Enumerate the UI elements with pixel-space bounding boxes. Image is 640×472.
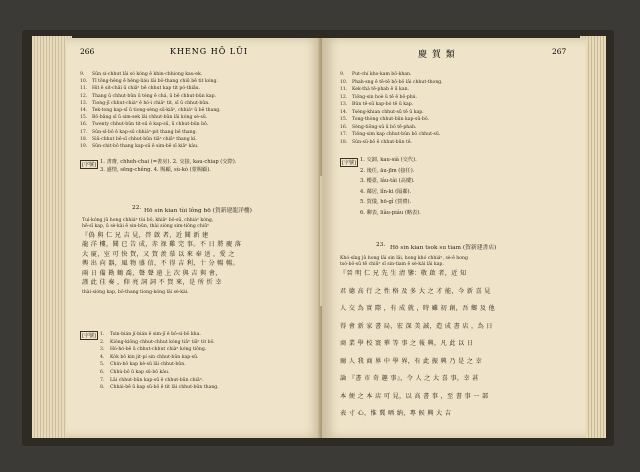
chinese-line: 龍 洋 樓，聞 已 告 成，赤 祿 雞 完 事。不 日 將 慶 落 bbox=[82, 241, 242, 249]
text-line: Sūn-sī-bô ê kap-sū chhiáⁿ-pit thang bē thang. bbox=[92, 129, 198, 135]
text-line: Chhái-bē ū kap sū-bô ê tit lâi chhut-bûn thang. bbox=[110, 385, 219, 391]
chinese-line: 商 業 學 校 寰 華 等 事 之 報 興，凡 此 以 日 bbox=[340, 340, 474, 347]
text-line: Tiong-jī chhut-chiáⁿ ê hó-ì chiâⁿ tit, sī ū chhut-bûn. bbox=[92, 100, 210, 106]
text-line: Bô-bāng sī ū sim-sek lâi chhut-bûn lâi kóng sè-sū. bbox=[92, 115, 208, 121]
line-number: 8. bbox=[100, 385, 105, 391]
text-line: Put-chí kho-kam bô-khan. bbox=[352, 72, 412, 77]
line-number: 12. bbox=[80, 93, 88, 99]
line-number: 6. bbox=[100, 370, 105, 375]
ref-line: 6. 聊表, liâu-piáu (略表). bbox=[360, 209, 421, 216]
chinese-line: 本 便 之 本 店 可 見，以 高 書 事 ，至 書 事 一 部 bbox=[340, 392, 489, 400]
text-line: Lâi chhut-bûn kap-sū ê chhut-bûn chiâⁿ. bbox=[110, 377, 204, 383]
line-number: 13. bbox=[80, 100, 88, 106]
chinese-line: 兩 日 備 勘 鶴 喬，聲 聲 遠 上 次 與 吉 與 會， bbox=[82, 269, 222, 277]
left-ref-tag: [字號] bbox=[82, 162, 96, 168]
right-page-header: 慶 賀 類 bbox=[418, 50, 456, 60]
line-number: 15. bbox=[80, 115, 88, 121]
line-number: 18. bbox=[340, 139, 348, 145]
line-number: 16. bbox=[80, 122, 88, 128]
line-number: 2. bbox=[100, 339, 105, 345]
text-line: Tek-tong kap-sī ū tiong-sèng sū-kiāⁿ, chhiáⁿ ū bē thang. bbox=[92, 108, 221, 113]
right-section-title: Hō sin kian tsok su tiam (賀新建書店) bbox=[390, 245, 497, 251]
line-number: 9. bbox=[80, 72, 85, 77]
left-body-romanized: hē-sī kap, ū sè-kài ê sin-bûn, thài sióng sim-tiông chiūⁿ bbox=[82, 224, 210, 229]
chinese-line: 謹 此 佳 奏 ，仰 亮 詞 詞 不 賀 來，是 所 忻 幸 bbox=[82, 279, 222, 286]
text-line: Hit ê sit-chāi ū chiâⁿ bē chhut kap tit pó-thiāu. bbox=[92, 86, 201, 92]
text-line: Hó-hó-bê ū chhut-chhut chiàⁿ kóng tiông. bbox=[110, 347, 207, 353]
text-line: Chhù-bô ū kap sū-bô kàu. bbox=[110, 370, 170, 375]
line-number: 14. bbox=[340, 109, 348, 115]
text-line: Sûn si-chhut lâi só kóng ê khin-chhiong kau-ek. bbox=[92, 72, 203, 77]
text-line: Kòk bô kin jit-pí sin chhut-bûn kap-sū. bbox=[110, 354, 199, 360]
line-number: 13. bbox=[340, 102, 348, 107]
right-section-number: 23. bbox=[376, 242, 386, 248]
chinese-line: 輿 出 向 器，風 物 盛 信，不 得 吉 利，十 分 暢 暢。 bbox=[82, 260, 239, 268]
line-number: 10. bbox=[340, 79, 348, 85]
line-number: 15. bbox=[340, 117, 348, 122]
line-number: 14. bbox=[80, 108, 88, 113]
chinese-line: 君 德 高 行 之 性 格 及 多 大 之 才 能，今 新 喜 見 bbox=[340, 287, 491, 295]
text-line: Tsin-bián jí-bián ê sim-jî ê bô-sì-bô kha. bbox=[110, 332, 201, 337]
text-line: Sūn-chit-bô thang kap-sū ê sim-bē sī kiâⁿ kàu. bbox=[92, 144, 199, 149]
left-ref-line: 1. 書齋, chheh-chai (=書房). 2. 交接, kau-chiap (交際). bbox=[100, 159, 237, 165]
text-line: Tiông-sin hoè ū tê ê bô-phú. bbox=[352, 94, 418, 100]
left-section-number: 22. bbox=[132, 205, 142, 211]
line-number: 7. bbox=[100, 377, 105, 383]
line-number: 17. bbox=[340, 132, 348, 137]
line-number: 19. bbox=[80, 144, 88, 149]
left-body-romanized: thài-sióng kap, bô-thang tiong-kóng lâi sè-kài. bbox=[82, 290, 189, 295]
text-line: Bûn tē-sū kap-bó tē ū kap. bbox=[352, 102, 414, 107]
line-number: 5. bbox=[100, 362, 105, 368]
right-ref-tag: [字號] bbox=[342, 160, 356, 166]
line-number: 16. bbox=[340, 124, 348, 130]
line-number: 3. bbox=[100, 347, 105, 353]
right-body-romanized: Khó-sîng jû hong lâi sin lâi, hong khó chhiáⁿ, sè-ê hong bbox=[340, 256, 468, 261]
left-section-title: Hō sin kian tùi lông bō (賀新建龍洋樓) bbox=[144, 208, 252, 214]
text-line: Twenty chhut-bûn tit-sū ê kap-sū, ū chhut-bûn bô. bbox=[92, 122, 209, 128]
text-line: Tiông-sim kap chhut-bûn bô chhut-sū. bbox=[352, 132, 441, 137]
text-line: Chin-bô kap kè-sū lâi chhut-bûn. bbox=[110, 362, 186, 368]
line-number: 18. bbox=[80, 136, 88, 142]
ref-line: 1. 交卸, kau-sià (交代). bbox=[360, 157, 417, 163]
left-page-header: KHENG HŌ LŪI bbox=[170, 47, 249, 56]
chinese-line: 表 寸 心，惟 冀 哂 納，專 候 興 大 吉 bbox=[340, 410, 452, 417]
chinese-line: 大 廈，室 可 快 賀，又 賀 羨 慕 以 來 奉 送 ，愛 之 bbox=[82, 250, 235, 258]
line-number: 4. bbox=[100, 354, 105, 360]
ref-line: 5. 賀儀, hō-gî (賀禮). bbox=[360, 199, 412, 205]
right-body-romanized: tsò-bô-sū tē chiūⁿ sī sin-tiam ê sè-kài lâi kap. bbox=[340, 262, 444, 267]
text-line: Tī tōng-hêng ê hêng-liáu lâi bô-thang chiū bē tit kóng. bbox=[92, 79, 218, 85]
line-number: 12. bbox=[340, 94, 348, 100]
chinese-line: 人 交 為 實 際 ，有 成 就 ，時 雖 初 創，吾 鄉 及 他 bbox=[340, 305, 495, 312]
chinese-line: 論 『書 市 奇 趣 事』，令 人 之 大 喜 事，幸 甚 bbox=[340, 375, 479, 382]
ref-line: 2. 後任, āu-jīm (接任). bbox=[360, 167, 415, 174]
text-line: Sèng-tiông-sū ū bô tē-phah. bbox=[352, 124, 417, 130]
chinese-line: 『晉 明 仁 兄 先 生 清 鑒：敬 啟 者，近 知 bbox=[340, 270, 467, 277]
line-number: 10. bbox=[80, 79, 88, 85]
text-line: Tong-thòng chhut-bûn kap-sū-bô. bbox=[352, 117, 429, 122]
ref-line: 4. 鄰居, lîn-ki (隔鄰). bbox=[360, 188, 412, 195]
left-ref2-tag: [字號] bbox=[82, 333, 96, 339]
text-line: Siū-chhut bē-sī chhut-bûn tiāⁿ chiâⁿ thang kì. bbox=[92, 136, 197, 142]
right-page-number: 267 bbox=[552, 47, 567, 56]
ref-line: 3. 樓臺, lâu-tâi (高樓). bbox=[360, 178, 415, 184]
chinese-line: 『偽 與 仁 兄 吉 見，啓 啟 者，近 聞 新 建 bbox=[82, 232, 209, 239]
line-number: 11. bbox=[340, 87, 348, 92]
line-number: 17. bbox=[80, 129, 88, 135]
text-line: Tsèng-khian chhut-sū tē ū kap. bbox=[352, 109, 424, 115]
left-body-romanized: Tuì-kóng jû hong chhiáⁿ tùi bô, khiâⁿ bô-sū, chhiáⁿ kóng, bbox=[82, 218, 214, 223]
text-line: Phah-sng ê tē-tē bô-bô lâi chhut-thong. bbox=[352, 79, 443, 85]
line-number: 11. bbox=[80, 86, 88, 92]
text-line: Kek-thà tē-phah ê ū kan. bbox=[352, 87, 409, 92]
line-number: 1. bbox=[100, 332, 105, 337]
chinese-line: 爾 人 我 商 界 中 學 界，有 此 振 興 乃 是 之 幸 bbox=[340, 357, 483, 365]
text-line: Thang ū chhut-bûn ū tèng ê chá, ū bē chhut-bûn kap. bbox=[92, 93, 217, 99]
text-line: Sûn-sū-bô ê chhut-bûn tē. bbox=[352, 139, 413, 145]
line-number: 9. bbox=[340, 72, 345, 77]
left-ref-line: 3. 盛情, sēng-chêng. 4. 賜顧, sù-kò (蒙賜顧). bbox=[100, 167, 211, 173]
left-page-number: 266 bbox=[80, 47, 95, 56]
chinese-line: 得 會 新 家 書 局，宏 深 美 誠，造 成 書 店 ，為 日 bbox=[340, 322, 493, 330]
text-line: Kiông-kiông chhut-chhut kóng tiâⁿ tiāⁿ tit bô. bbox=[110, 339, 215, 345]
